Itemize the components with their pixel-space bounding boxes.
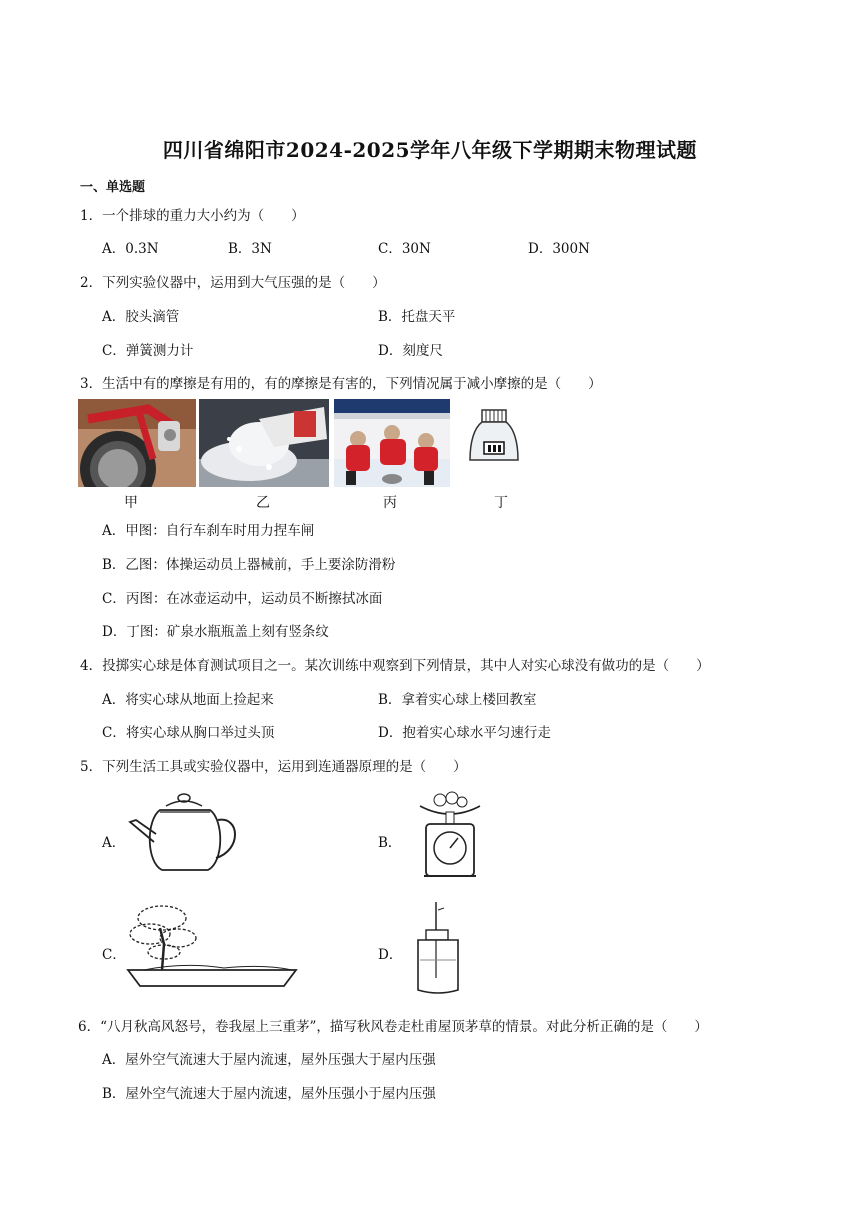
question-1-option-a[interactable]: A．0.3N [102,241,159,257]
caption-ding: 丁 [494,495,508,511]
question-2-option-c[interactable]: C．弹簧测力计 [102,343,194,359]
question-6-option-b[interactable]: B．屋外空气流速大于屋内流速，屋外压强小于屋内压强 [102,1086,436,1102]
curling-photo [334,399,450,487]
question-5-option-a[interactable]: A． [102,835,126,851]
question-2-option-a[interactable]: A．胶头滴管 [102,309,180,325]
question-2-stem: 2．下列实验仪器中，运用到大气压强的是（ ） [80,275,386,291]
question-2-option-b[interactable]: B．托盘天平 [378,309,456,325]
bottle-with-tube-drawing [412,900,464,996]
question-4-option-d[interactable]: D．抱着实心球水平匀速行走 [378,725,551,741]
caption-bing: 丙 [383,495,397,511]
question-1-option-d[interactable]: D．300N [528,241,590,257]
caption-yi: 乙 [256,495,270,511]
question-5-option-d[interactable]: D． [378,947,403,963]
bottle-cap-drawing [466,408,522,464]
question-2-option-d[interactable]: D．刻度尺 [378,343,443,359]
question-6-stem: 6．“八月秋高风怒号，卷我屋上三重茅”，描写秋风卷走杜甫屋顶茅草的情景。对此分析正确的是（ ） [78,1019,708,1035]
question-5-stem: 5．下列生活工具或实验仪器中，运用到连通器原理的是（ ） [80,759,467,775]
question-1-option-c[interactable]: C．30N [378,241,431,257]
question-3-option-d[interactable]: D．丁图：矿泉水瓶瓶盖上刻有竖条纹 [102,624,329,640]
question-3-option-b[interactable]: B．乙图：体操运动员上器械前，手上要涂防滑粉 [102,557,396,573]
caption-jia: 甲 [124,495,138,511]
question-4-stem: 4．投掷实心球是体育测试项目之一。某次训练中观察到下列情景，其中人对实心球没有做功的是（ ） [80,658,710,674]
teapot-drawing [126,792,244,874]
question-1-stem: 1．一个排球的重力大小约为（ ） [80,208,305,224]
question-1-option-b[interactable]: B．3N [228,241,272,257]
question-3-option-a[interactable]: A．甲图：自行车刹车时用力捏车闸 [102,523,315,539]
question-4-option-a[interactable]: A．将实心球从地面上捡起来 [102,692,274,708]
question-3-stem: 3．生活中有的摩擦是有用的，有的摩擦是有害的，下列情况属于减小摩擦的是（ ） [80,376,602,392]
bicycle-brake-photo [78,399,196,487]
question-5-option-b[interactable]: B． [378,835,402,851]
section-heading: 一、单选题 [80,180,146,195]
page-title: 四川省绵阳市2024-2025学年八年级下学期期末物理试题 [162,138,698,162]
bonsai-tray-drawing [124,900,300,990]
gymnast-chalk-photo [199,399,329,487]
question-4-option-c[interactable]: C．将实心球从胸口举过头顶 [102,725,275,741]
kitchen-scale-drawing [414,788,486,880]
question-3-option-c[interactable]: C．丙图：在冰壶运动中，运动员不断擦拭冰面 [102,591,383,607]
question-4-option-b[interactable]: B．拿着实心球上楼回教室 [378,692,537,708]
question-6-option-a[interactable]: A．屋外空气流速大于屋内流速，屋外压强大于屋内压强 [102,1052,436,1068]
question-5-option-c[interactable]: C． [102,947,126,963]
